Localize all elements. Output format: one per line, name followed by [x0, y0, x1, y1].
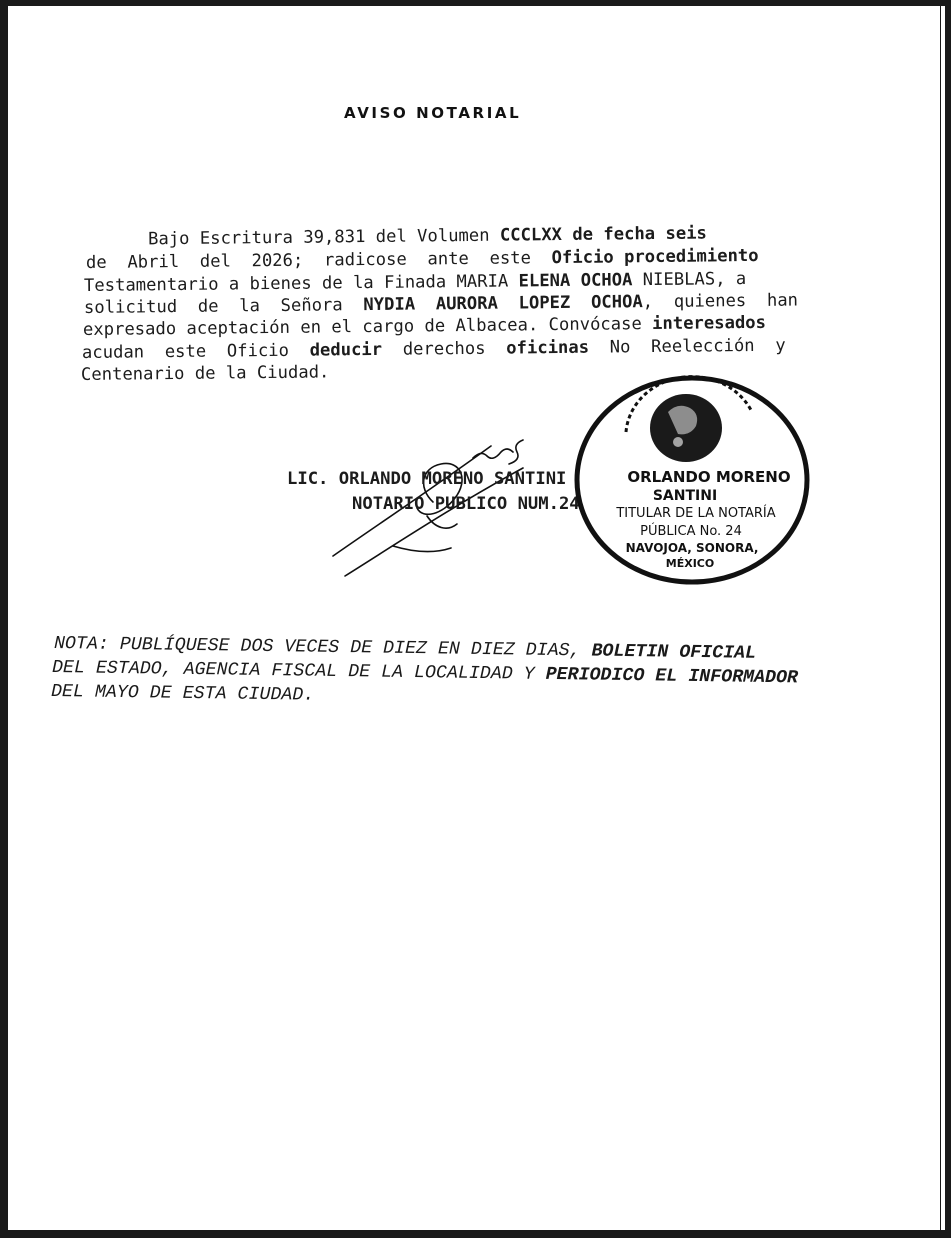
- document-page: [8, 6, 940, 1230]
- seal-line4: PÚBLICA No. 24: [640, 524, 742, 539]
- notary-name: LIC. ORLANDO MORENO SANTINI: [287, 469, 567, 489]
- notice-body-text: solicitud de la Señora: [83, 295, 364, 318]
- notice-body-text: Testamentario a bienes de la Finada MARIA: [83, 271, 519, 296]
- notice-body-text: de Abril del 2026; radicose ante este: [85, 248, 552, 273]
- note-text-bold: BOLETIN OFICIAL: [580, 641, 757, 664]
- note-text: DEL MAYO DE ESTA CIUDAD.: [50, 682, 315, 706]
- notice-body-line: [81, 362, 330, 385]
- seal-name-line1: ORLANDO MORENO: [627, 468, 791, 486]
- notice-body-text: expresado aceptación en el cargo de Albacea. Convócase: [82, 314, 653, 340]
- document-title: AVISO NOTARIAL: [344, 104, 522, 122]
- notice-body-line: [86, 246, 759, 273]
- notary-title: NOTARIO PUBLICO NUM.24: [352, 494, 580, 514]
- seal-name-line2: SANTINI: [652, 488, 718, 504]
- notice-body-text: CCCLXX de fecha seis: [499, 223, 707, 246]
- notice-body-text: interesados: [652, 312, 767, 335]
- notice-body-text: Centenario de la Ciudad.: [80, 362, 330, 385]
- notice-body-text: oficinas: [506, 337, 590, 359]
- notice-body-text: , quienes han: [642, 290, 799, 313]
- notice-body-text: Bajo Escritura 39,831 del Volumen: [85, 225, 501, 250]
- notice-body-text: acudan este Oficio: [81, 340, 310, 363]
- notice-body-text: No Reelección y: [588, 335, 786, 358]
- note-text-bold: PERIODICO EL INFORMADOR: [534, 664, 799, 689]
- notice-body-text: NIEBLAS, a: [632, 269, 747, 291]
- seal-line5: NAVOJOA, SONORA,: [625, 541, 759, 555]
- notice-body-text: derechos: [381, 338, 507, 360]
- note-line: [51, 682, 315, 706]
- notice-body-text: NYDIA AURORA LOPEZ OCHOA: [363, 292, 643, 316]
- page-edge: [941, 6, 945, 1230]
- notice-body-text: deducir: [309, 339, 383, 361]
- notice-body-text: ELENA OCHOA: [518, 270, 633, 292]
- note-text: NOTA: PUBLÍQUESE DOS VECES DE DIEZ EN DIEZ DIAS,: [53, 634, 581, 662]
- notice-body-line: [86, 223, 707, 250]
- notice-body-text: Oficio procedimiento: [551, 245, 759, 269]
- note-text: DEL ESTADO, AGENCIA FISCAL DE LA LOCALIDAD Y: [51, 658, 535, 685]
- seal-line6: MÉXICO: [665, 557, 715, 570]
- notice-body-line: [82, 336, 786, 363]
- seal-line3: TITULAR DE LA NOTARÍA: [616, 506, 776, 521]
